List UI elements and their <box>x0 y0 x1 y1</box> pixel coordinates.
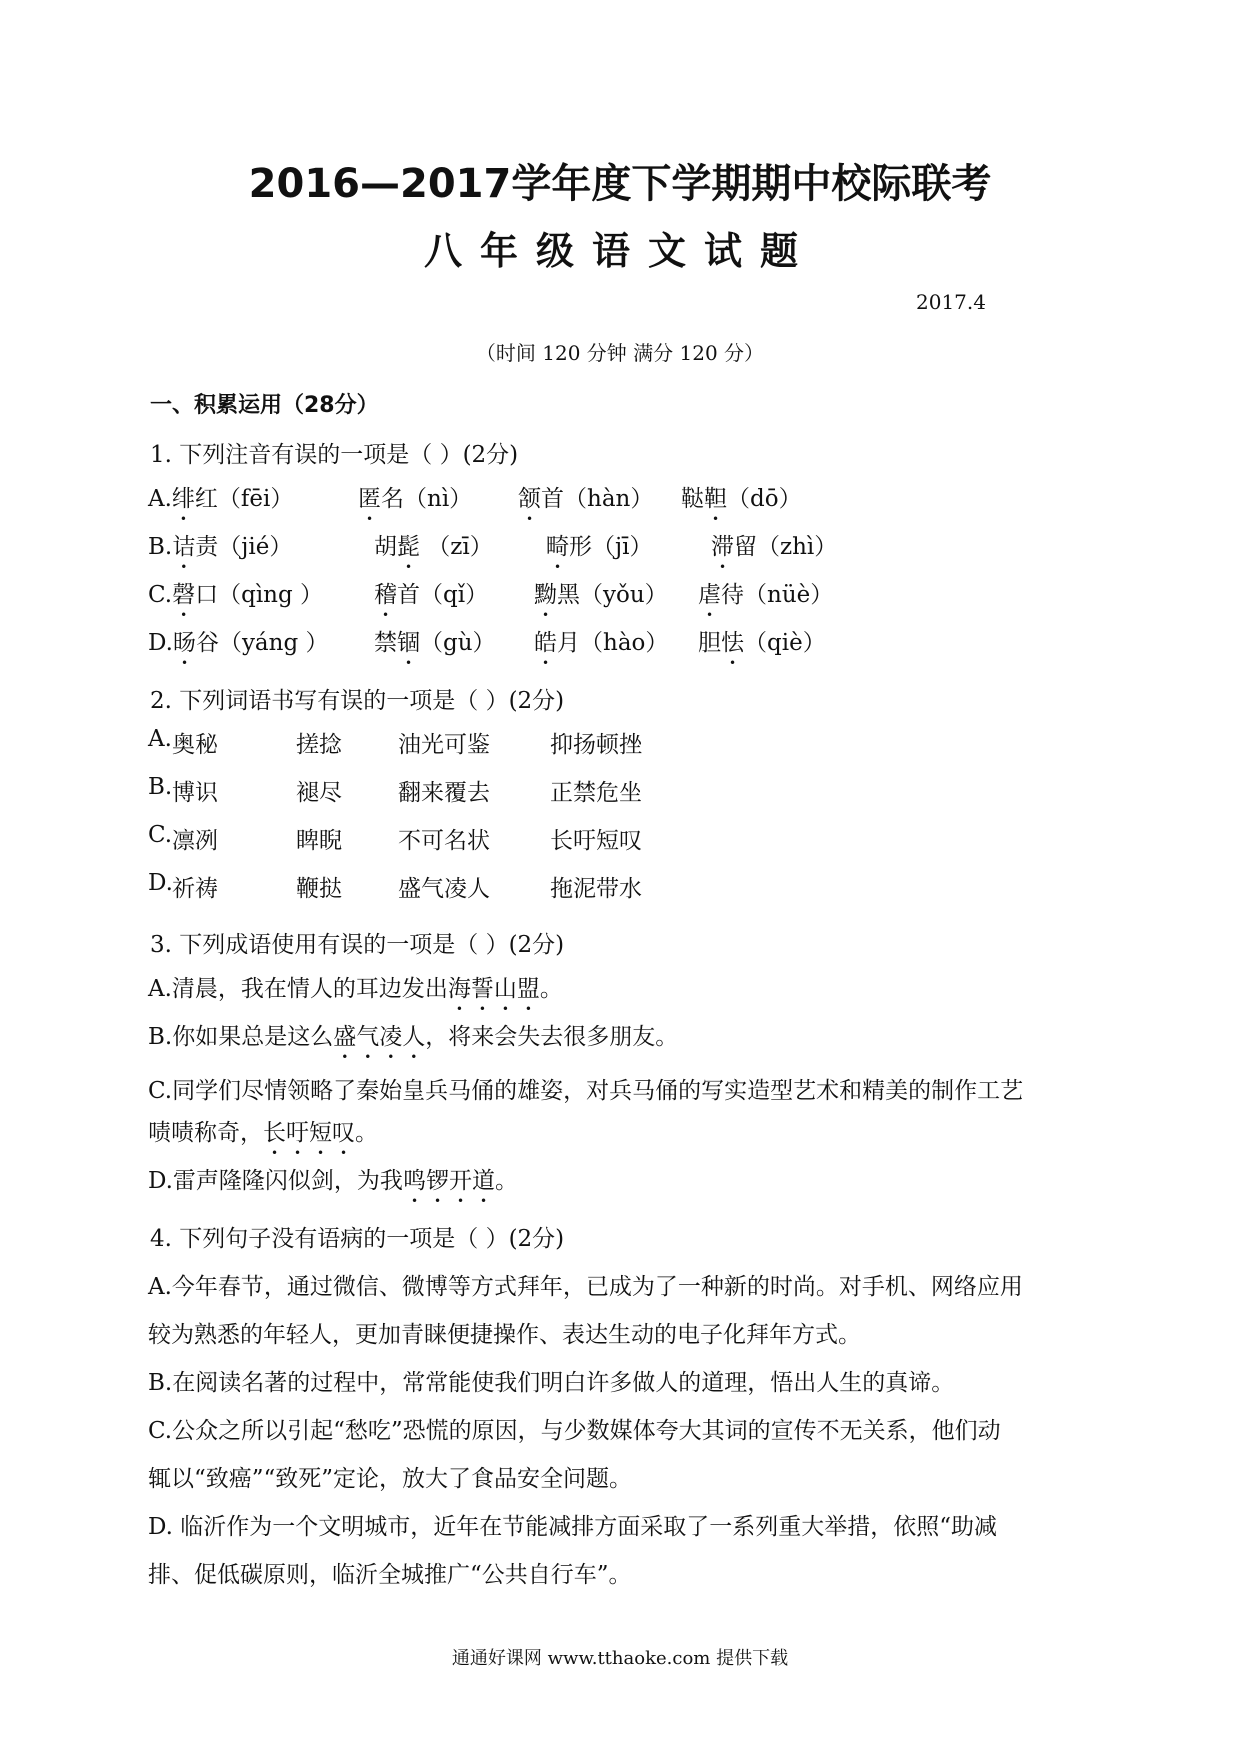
dotted-char: 匿 <box>358 486 381 512</box>
option-label: B. <box>148 774 173 800</box>
dotted-char: 虐 <box>698 582 721 608</box>
option-text: 胡 <box>374 534 397 560</box>
option-item <box>518 480 653 526</box>
dotted-char: 畸 <box>546 534 569 560</box>
option-item <box>358 480 472 526</box>
q2-option-row <box>148 774 642 806</box>
q4-option-d-line1: D. 临沂作为一个文明城市，近年在节能减排方面采取了一系列重大举措，依照“助减 <box>148 1514 998 1540</box>
option-text: 。 <box>355 1120 378 1146</box>
dotted-char: 怯 <box>721 630 744 656</box>
option-label: B. <box>148 534 173 560</box>
q4-option-a-line2: 较为熟悉的年轻人，更加青睐便捷操作、表达生动的电子化拜年方式。 <box>148 1322 861 1348</box>
section-heading: 一、积累运用（28分） <box>150 393 379 418</box>
option-item <box>374 576 488 622</box>
dotted-char: 黝 <box>534 582 557 608</box>
option-label: C. <box>148 582 173 608</box>
exam-title: 2016—2017学年度下学期期中校际联考 <box>248 161 992 207</box>
q2-option-row <box>148 726 642 758</box>
option-label: A. <box>148 726 172 752</box>
option-word: 凛冽 <box>172 828 218 854</box>
q1-option-a <box>148 480 802 526</box>
q4-option-a-line1: A.今年春节，通过微信、微博等方式拜年，已成为了一种新的时尚。对手机、网络应用 <box>148 1274 1023 1300</box>
option-text: （zī） <box>420 534 493 560</box>
dotted-char: 绯 <box>171 486 195 512</box>
q4-option-b: B.在阅读名著的过程中，常常能使我们明白许多做人的道理，悟出人生的真谛。 <box>148 1370 955 1396</box>
time-score-note: （时间 120 分钟 满分 120 分） <box>475 341 765 365</box>
option-text: ，将来会失去很多朋友。 <box>425 1024 679 1050</box>
q3-option-d <box>148 1162 518 1208</box>
dotted-char: 锢 <box>397 630 420 656</box>
option-text: 啧啧称奇， <box>148 1120 263 1146</box>
option-word: 盛气凌人 <box>398 876 490 902</box>
option-text: 。 <box>539 976 563 1002</box>
q1-option-c <box>148 576 834 622</box>
option-word: 不可名状 <box>398 828 490 854</box>
dotted-idiom: 长吁短叹 <box>263 1120 355 1146</box>
dotted-idiom: 盛气凌人 <box>333 1024 426 1050</box>
question-1-stem: 1. 下列注音有误的一项是（ ）(2分) <box>150 442 519 468</box>
option-item <box>374 528 493 574</box>
option-word: 博识 <box>172 780 218 806</box>
q2-option-row <box>148 870 642 902</box>
option-word: 搓捻 <box>296 732 342 758</box>
option-item <box>698 624 826 670</box>
exam-date: 2017.4 <box>916 290 986 314</box>
dotted-char: 磬 <box>172 582 196 608</box>
dotted-idiom: 海誓山盟 <box>447 976 540 1002</box>
dotted-char: 旸 <box>172 630 196 656</box>
option-word: 抑扬顿挫 <box>550 732 642 758</box>
option-label: D. <box>148 870 173 896</box>
option-label: C. <box>148 822 173 848</box>
q3-option-c-line2 <box>148 1114 378 1160</box>
exam-subtitle: 八年级语文试题 <box>423 229 816 273</box>
q1-option-d <box>148 624 826 670</box>
dotted-char: 稽 <box>374 582 397 608</box>
dotted-char: 皓 <box>534 630 557 656</box>
option-word: 祈祷 <box>172 876 218 902</box>
option-item <box>534 576 668 622</box>
option-word: 褪尽 <box>296 780 342 806</box>
option-word: 翻来覆去 <box>398 780 490 806</box>
q4-option-d-line2: 排、促低碳原则，临沂全城推广“公共自行车”。 <box>148 1562 632 1588</box>
dotted-idiom: 鸣锣开道 <box>402 1168 495 1194</box>
dotted-char: 滞 <box>711 534 734 560</box>
option-text: 红（fēi） <box>194 486 294 512</box>
dotted-char: 诘 <box>172 534 196 560</box>
q3-option-a <box>148 970 563 1016</box>
question-3-stem: 3. 下列成语使用有误的一项是（ ）(2分) <box>150 932 565 958</box>
option-text: 待（nüè） <box>721 582 834 608</box>
option-item <box>546 528 653 574</box>
option-word: 拖泥带水 <box>550 876 642 902</box>
option-label: D. <box>148 630 173 656</box>
q3-option-c-line1: C.同学们尽情领略了秦始皇兵马俑的雄姿，对兵马俑的写实造型艺术和精美的制作工艺 <box>148 1078 1024 1104</box>
option-text: 形（jī） <box>569 534 653 560</box>
option-text: （qiè） <box>744 630 826 656</box>
option-word: 奥秘 <box>172 732 218 758</box>
option-word: 油光可鉴 <box>398 732 490 758</box>
option-text: 谷（yáng ） <box>195 630 329 656</box>
q2-option-row <box>148 822 642 854</box>
option-text: 鞑 <box>681 486 704 512</box>
option-text: 首（qǐ） <box>397 582 489 608</box>
option-text: 黑（yǒu） <box>557 582 668 608</box>
option-item <box>374 624 496 670</box>
question-2-stem: 2. 下列词语书写有误的一项是（ ）(2分) <box>150 688 565 714</box>
option-text: 名（nì） <box>381 486 473 512</box>
q4-option-c-line1: C.公众之所以引起“愁吃”恐慌的原因，与少数媒体夸大其词的宣传不无关系，他们动 <box>148 1418 1001 1444</box>
option-text: 留（zhì） <box>734 534 838 560</box>
q3-option-b <box>148 1018 678 1064</box>
option-word: 睥睨 <box>296 828 342 854</box>
option-word: 长吁短叹 <box>550 828 642 854</box>
footer-download-note: 通通好课网 www.tthaoke.com 提供下载 <box>451 1648 789 1669</box>
option-text: 胆 <box>698 630 721 656</box>
option-text: （dō） <box>727 486 802 512</box>
question-4-stem: 4. 下列句子没有语病的一项是（ ）(2分) <box>150 1226 565 1252</box>
option-item <box>534 624 668 670</box>
option-text: 月（hào） <box>557 630 669 656</box>
option-text: 。 <box>494 1168 518 1194</box>
option-text: 首（hàn） <box>541 486 654 512</box>
option-word: 鞭挞 <box>296 876 342 902</box>
option-text: 口（qìng ） <box>195 582 324 608</box>
option-item <box>681 480 802 526</box>
option-text: B.你如果总是这么 <box>148 1024 334 1050</box>
option-item <box>711 528 837 574</box>
option-word: 正禁危坐 <box>550 780 642 806</box>
dotted-char: 髭 <box>397 534 420 560</box>
option-text: 禁 <box>374 630 397 656</box>
q4-option-c-line2: 辄以“致癌”“致死”定论，放大了食品安全问题。 <box>148 1466 633 1492</box>
option-label: A. <box>148 486 172 512</box>
option-text: D.雷声隆隆闪似剑，为我 <box>148 1168 403 1194</box>
q1-option-b <box>148 528 838 574</box>
option-text: （gù） <box>420 630 496 656</box>
option-text: 责（jié） <box>195 534 293 560</box>
option-item <box>698 576 833 622</box>
dotted-char: 靼 <box>704 486 727 512</box>
dotted-char: 颔 <box>518 486 541 512</box>
option-text: A.清晨，我在情人的耳边发出 <box>148 976 448 1002</box>
